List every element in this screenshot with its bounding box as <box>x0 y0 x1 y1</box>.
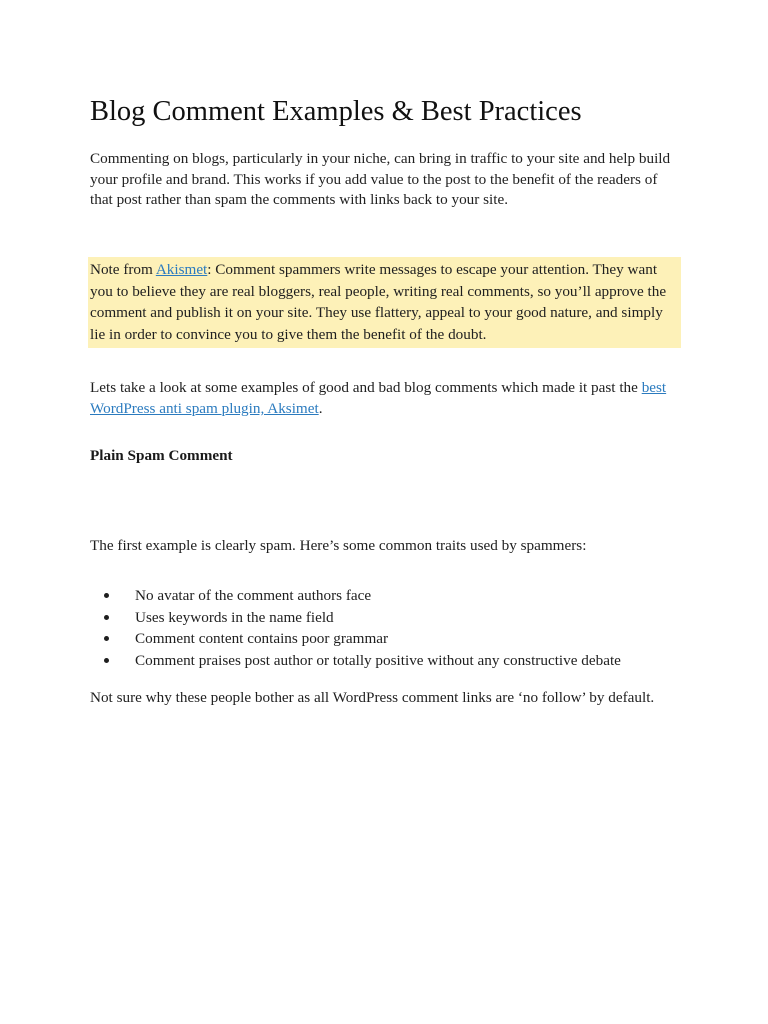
bullet-icon <box>104 615 109 620</box>
lets-take-text: Lets take a look at some examples of good and bad blog comments which made it past the <box>90 379 642 396</box>
list-item-text: Comment content contains poor grammar <box>135 630 389 647</box>
aksimet-plugin-link[interactable]: best WordPress anti spam plugin, Aksimet <box>90 379 667 417</box>
section-heading: Plain Spam Comment <box>90 447 233 464</box>
bullet-icon <box>104 658 109 663</box>
lets-take-suffix: . <box>318 400 323 417</box>
akismet-link[interactable]: Akismet <box>155 261 208 278</box>
closing-paragraph: Not sure why these people bother as all WordPress comment links are ‘no follow’ by default. <box>90 689 655 706</box>
list-item <box>90 628 690 650</box>
first-example-paragraph: The first example is clearly spam. Here’s some common traits used by spammers: <box>90 537 587 554</box>
note-prefix: Note from <box>90 261 156 278</box>
list-item-text: Uses keywords in the name field <box>135 608 334 626</box>
list-item <box>90 607 690 629</box>
list-item <box>90 585 690 607</box>
list-item-text: No avatar of the comment authors face <box>135 587 372 604</box>
spammer-traits-list <box>90 585 690 671</box>
bullet-icon <box>104 593 109 598</box>
list-item <box>90 650 690 672</box>
page-title: Blog Comment Examples & Best Practices <box>90 96 582 127</box>
akismet-note <box>88 257 681 348</box>
lets-take-paragraph <box>90 377 680 419</box>
note-body: : Comment spammers write messages to escape your attention. They want you to believe they are real bloggers, real people, writing real comments, so you’ll approve the comment and publish it on your site. They use flattery, appeal to your good nature, and simply lie in order to convince you to give them the benefit of the doubt. <box>90 261 667 344</box>
intro-paragraph: Commenting on blogs, particularly in your niche, can bring in traffic to your site and help build your profile and brand. This works if you add value to the post to the benefit of the readers of that post rather than spam the comments with links back to your site. <box>90 150 671 208</box>
list-item-text: Comment praises post author or totally positive without any constructive debate <box>135 651 621 669</box>
bullet-icon <box>104 636 109 641</box>
